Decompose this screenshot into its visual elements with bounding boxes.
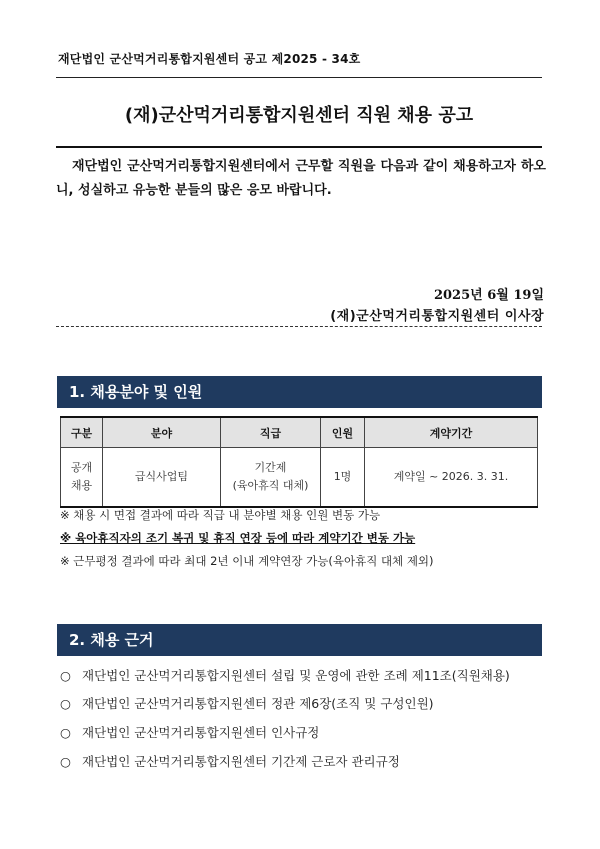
table-header-cell: 인원 [321, 417, 365, 448]
period-cell: 계약일 ~ 2026. 3. 31. [365, 448, 538, 508]
table-header-cell: 직급 [221, 417, 321, 448]
announcement-date: 2025년 6월 19일 [433, 288, 544, 303]
table-row [61, 448, 538, 508]
list-item-text: 재단법인 군산먹거리통합지원센터 설립 및 운영에 관한 조례 제11조(직원채용) [82, 668, 510, 683]
title-divider [56, 146, 542, 148]
dashed-divider [56, 326, 542, 327]
signer: (재)군산먹거리통합지원센터 이사장 [330, 309, 544, 324]
note-item: ※ 채용 시 면접 결과에 따라 직급 내 분야별 채용 인원 변동 가능 [60, 508, 381, 522]
grade-cell [221, 448, 321, 508]
table-header-cell: 계약기간 [365, 417, 538, 448]
bullet-icon: ○ [60, 725, 71, 740]
type-line2: 채용 [70, 479, 93, 492]
bullet-icon: ○ [60, 668, 71, 683]
recruitment-table [60, 416, 538, 508]
list-item [60, 694, 434, 712]
list-item [60, 666, 510, 684]
count-cell: 1명 [321, 448, 365, 508]
grade-line1: 기간제 [254, 461, 287, 474]
section1-heading: 1. 채용분야 및 인원 [57, 376, 542, 408]
list-item [60, 752, 400, 770]
bullet-icon: ○ [60, 696, 71, 711]
list-item [60, 723, 319, 741]
field-cell: 급식사업팀 [103, 448, 221, 508]
list-item-text: 재단법인 군산먹거리통합지원센터 정관 제6장(조직 및 구성인원) [82, 696, 434, 711]
type-line1: 공개 [70, 461, 93, 474]
table-header-cell: 구분 [61, 417, 103, 448]
page-title: (재)군산먹거리통합지원센터 직원 채용 공고 [124, 105, 474, 126]
grade-line2: (육아휴직 대체) [232, 479, 309, 492]
table-header-row [61, 417, 538, 448]
list-item-text: 재단법인 군산먹거리통합지원센터 기간제 근로자 관리규정 [82, 754, 400, 769]
type-cell [61, 448, 103, 508]
note-item-emphasis: ※ 육아휴직자의 조기 복귀 및 휴직 연장 등에 따라 계약기간 변동 가능 [60, 531, 416, 545]
list-item-text: 재단법인 군산먹거리통합지원센터 인사규정 [82, 725, 320, 740]
section2-heading: 2. 채용 근거 [57, 624, 542, 656]
note-item: ※ 근무평정 결과에 따라 최대 2년 이내 계약연장 가능(육아휴직 대체 제외) [60, 554, 434, 568]
notice-number: 재단법인 군산먹거리통합지원센터 공고 제2025 - 34호 [58, 52, 361, 66]
header-divider [56, 77, 542, 78]
bullet-icon: ○ [60, 754, 71, 769]
table-header-cell: 분야 [103, 417, 221, 448]
intro-paragraph: 재단법인 군산먹거리통합지원센터에서 근무할 직원을 다음과 같이 채용하고자 하오니, 성실하고 유능한 분들의 많은 응모 바랍니다. [56, 159, 546, 198]
